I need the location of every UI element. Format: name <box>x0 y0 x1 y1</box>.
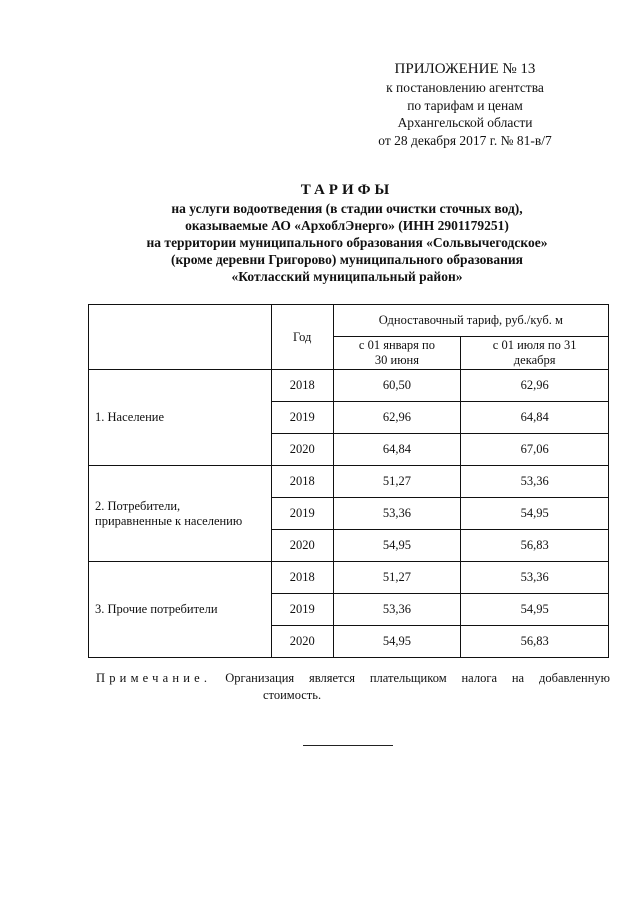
heading-line: на территории муниципального образования «Сольвычегодское» <box>146 235 548 250</box>
tariff-cell-period-1: 54,95 <box>333 626 461 658</box>
tariff-cell-period-2: 62,96 <box>461 370 609 402</box>
closing-divider <box>303 745 393 746</box>
note-continuation: стоимость. <box>263 688 322 702</box>
table-row <box>89 562 609 594</box>
year-cell: 2018 <box>271 562 333 594</box>
header-year: Год <box>271 305 333 370</box>
heading-line: «Котласский муниципальный район» <box>231 269 463 284</box>
year-cell: 2018 <box>271 370 333 402</box>
appendix-title: ПРИЛОЖЕНИЕ № 13 <box>394 61 536 77</box>
tariff-cell-period-1: 53,36 <box>333 594 461 626</box>
document-heading <box>60 181 634 285</box>
header-period-1: с 01 января по 30 июня <box>333 337 461 370</box>
table-row <box>89 370 609 402</box>
category-cell: 2. Потребители, приравненные к населению <box>89 466 272 562</box>
heading-line: на услуги водоотведения (в стадии очистки сточных вод), <box>171 201 523 216</box>
category-cell: 1. Население <box>89 370 272 466</box>
tariff-cell-period-2: 56,83 <box>461 530 609 562</box>
tariff-cell-period-1: 60,50 <box>333 370 461 402</box>
year-cell: 2019 <box>271 498 333 530</box>
appendix-line: к постановлению агентства <box>386 80 544 95</box>
heading-line: (кроме деревни Григорово) муниципального образования <box>171 252 523 267</box>
tariff-cell-period-2: 67,06 <box>461 434 609 466</box>
table-row <box>89 466 609 498</box>
tariff-table <box>88 304 609 658</box>
appendix-line: от 28 декабря 2017 г. № 81-в/7 <box>378 132 552 148</box>
note-label: Примечание. <box>96 671 212 685</box>
tariff-cell-period-2: 54,95 <box>461 594 609 626</box>
tariff-cell-period-1: 51,27 <box>333 466 461 498</box>
year-cell: 2020 <box>271 626 333 658</box>
year-cell: 2020 <box>271 434 333 466</box>
document-title: ТАРИФЫ <box>300 182 394 198</box>
header-tariff: Одноставочный тариф, руб./куб. м <box>333 305 608 337</box>
appendix-line: Архангельской области <box>397 115 533 130</box>
category-cell: 3. Прочие потребители <box>89 562 272 658</box>
year-cell: 2018 <box>271 466 333 498</box>
note-block <box>96 670 610 704</box>
appendix-line: по тарифам и ценам <box>407 97 523 113</box>
tariff-cell-period-1: 64,84 <box>333 434 461 466</box>
tariff-cell-period-2: 53,36 <box>461 562 609 594</box>
tariff-cell-period-1: 53,36 <box>333 498 461 530</box>
appendix-block <box>330 60 600 149</box>
tariff-cell-period-2: 64,84 <box>461 402 609 434</box>
header-empty-cell <box>89 305 272 370</box>
header-period-2: с 01 июля по 31 декабря <box>461 337 609 370</box>
tariff-cell-period-1: 51,27 <box>333 562 461 594</box>
year-cell: 2019 <box>271 402 333 434</box>
tariff-cell-period-1: 54,95 <box>333 530 461 562</box>
heading-line: оказываемые АО «АрхоблЭнерго» (ИНН 2901179251) <box>185 218 509 233</box>
note-text: Организация является плательщиком налога на добавленную <box>225 671 610 685</box>
tariff-cell-period-2: 53,36 <box>461 466 609 498</box>
tariff-cell-period-2: 56,83 <box>461 626 609 658</box>
year-cell: 2019 <box>271 594 333 626</box>
year-cell: 2020 <box>271 530 333 562</box>
tariff-cell-period-1: 62,96 <box>333 402 461 434</box>
tariff-cell-period-2: 54,95 <box>461 498 609 530</box>
